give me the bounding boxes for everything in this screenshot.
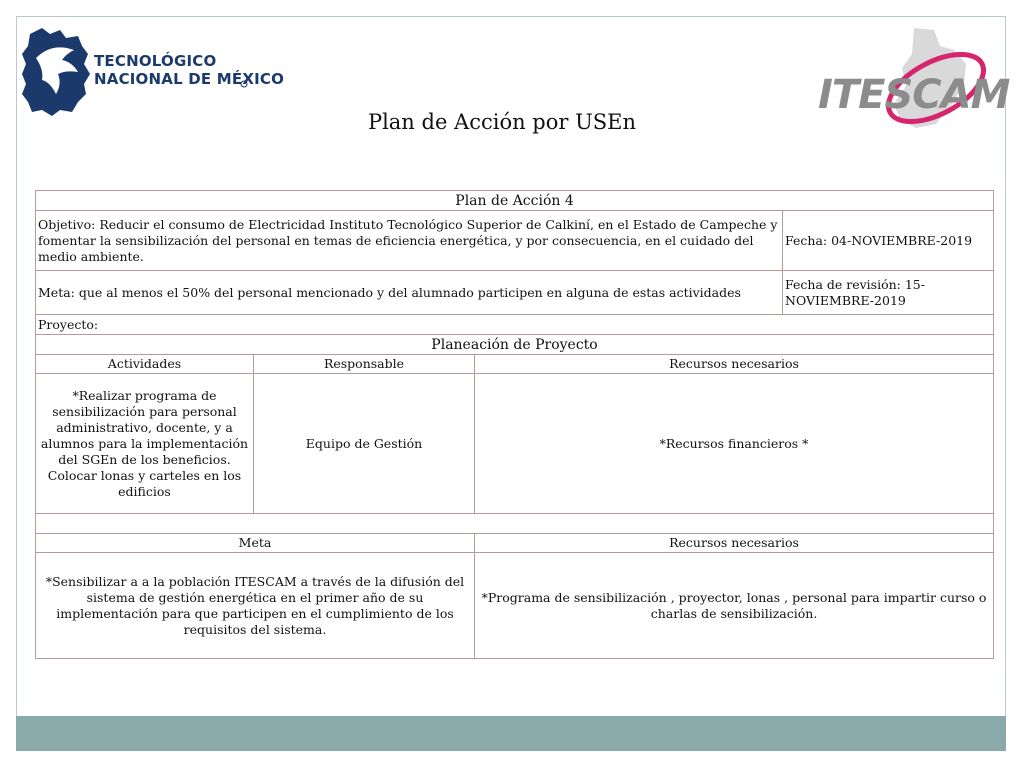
- planning-header: Planeación de Proyecto: [36, 335, 994, 355]
- plan-header: Plan de Acción 4: [36, 191, 994, 211]
- resources-cell: *Recursos financieros *: [475, 374, 994, 514]
- goal-text: Meta: que al menos el 50% del personal mencionado y del alumnado participen en alguna de estas actividades: [36, 271, 783, 315]
- footer-band: [16, 716, 1006, 751]
- action-plan-table: [35, 190, 994, 659]
- tecnm-line2: NACIONAL DE MÉXICO: [94, 70, 285, 88]
- goal-detail-cell: *Sensibilizar a a la población ITESCAM a través de la difusión del sistema de gestión energética en el primer año de su implementación para que participen en el cumplimiento de los requisitos del sistema.: [36, 553, 475, 659]
- page-title: Plan de Acción por USEn: [367, 110, 637, 134]
- tecnm-wordmark: [94, 52, 284, 88]
- date-text: Fecha: 04-NOVIEMBRE-2019: [783, 211, 994, 271]
- col-resources-2: Recursos necesarios: [475, 534, 994, 553]
- tecnm-line1: TECNOLÓGICO: [94, 52, 217, 70]
- itescam-wordmark: ITESCAM: [818, 72, 1010, 118]
- responsible-cell: Equipo de Gestión: [254, 374, 475, 514]
- spacer-row: [36, 514, 994, 534]
- col-resources: Recursos necesarios: [475, 355, 994, 374]
- activity-cell: *Realizar programa de sensibilización para personal administrativo, docente, y a alumnos para la implementación del SGEn de los beneficios. Colocar lonas y carteles en los edificios: [36, 374, 254, 514]
- revision-date-text: Fecha de revisión: 15-NOVIEMBRE-2019: [783, 271, 994, 315]
- objective-text: Objetivo: Reducir el consumo de Electricidad Instituto Tecnológico Superior de Calkiní, en el Estado de Campeche y fomentar la sensibilización del personal en temas de eficiencia energética, y por consecuencia, en el cuidado del medio ambiente.: [36, 211, 783, 271]
- project-label: Proyecto:: [36, 315, 994, 335]
- col-activities: Actividades: [36, 355, 254, 374]
- col-goal: Meta: [36, 534, 475, 553]
- resources-detail-cell: *Programa de sensibilización , proyector, lonas , personal para impartir curso o charlas de sensibilización.: [475, 553, 994, 659]
- col-responsible: Responsable: [254, 355, 475, 374]
